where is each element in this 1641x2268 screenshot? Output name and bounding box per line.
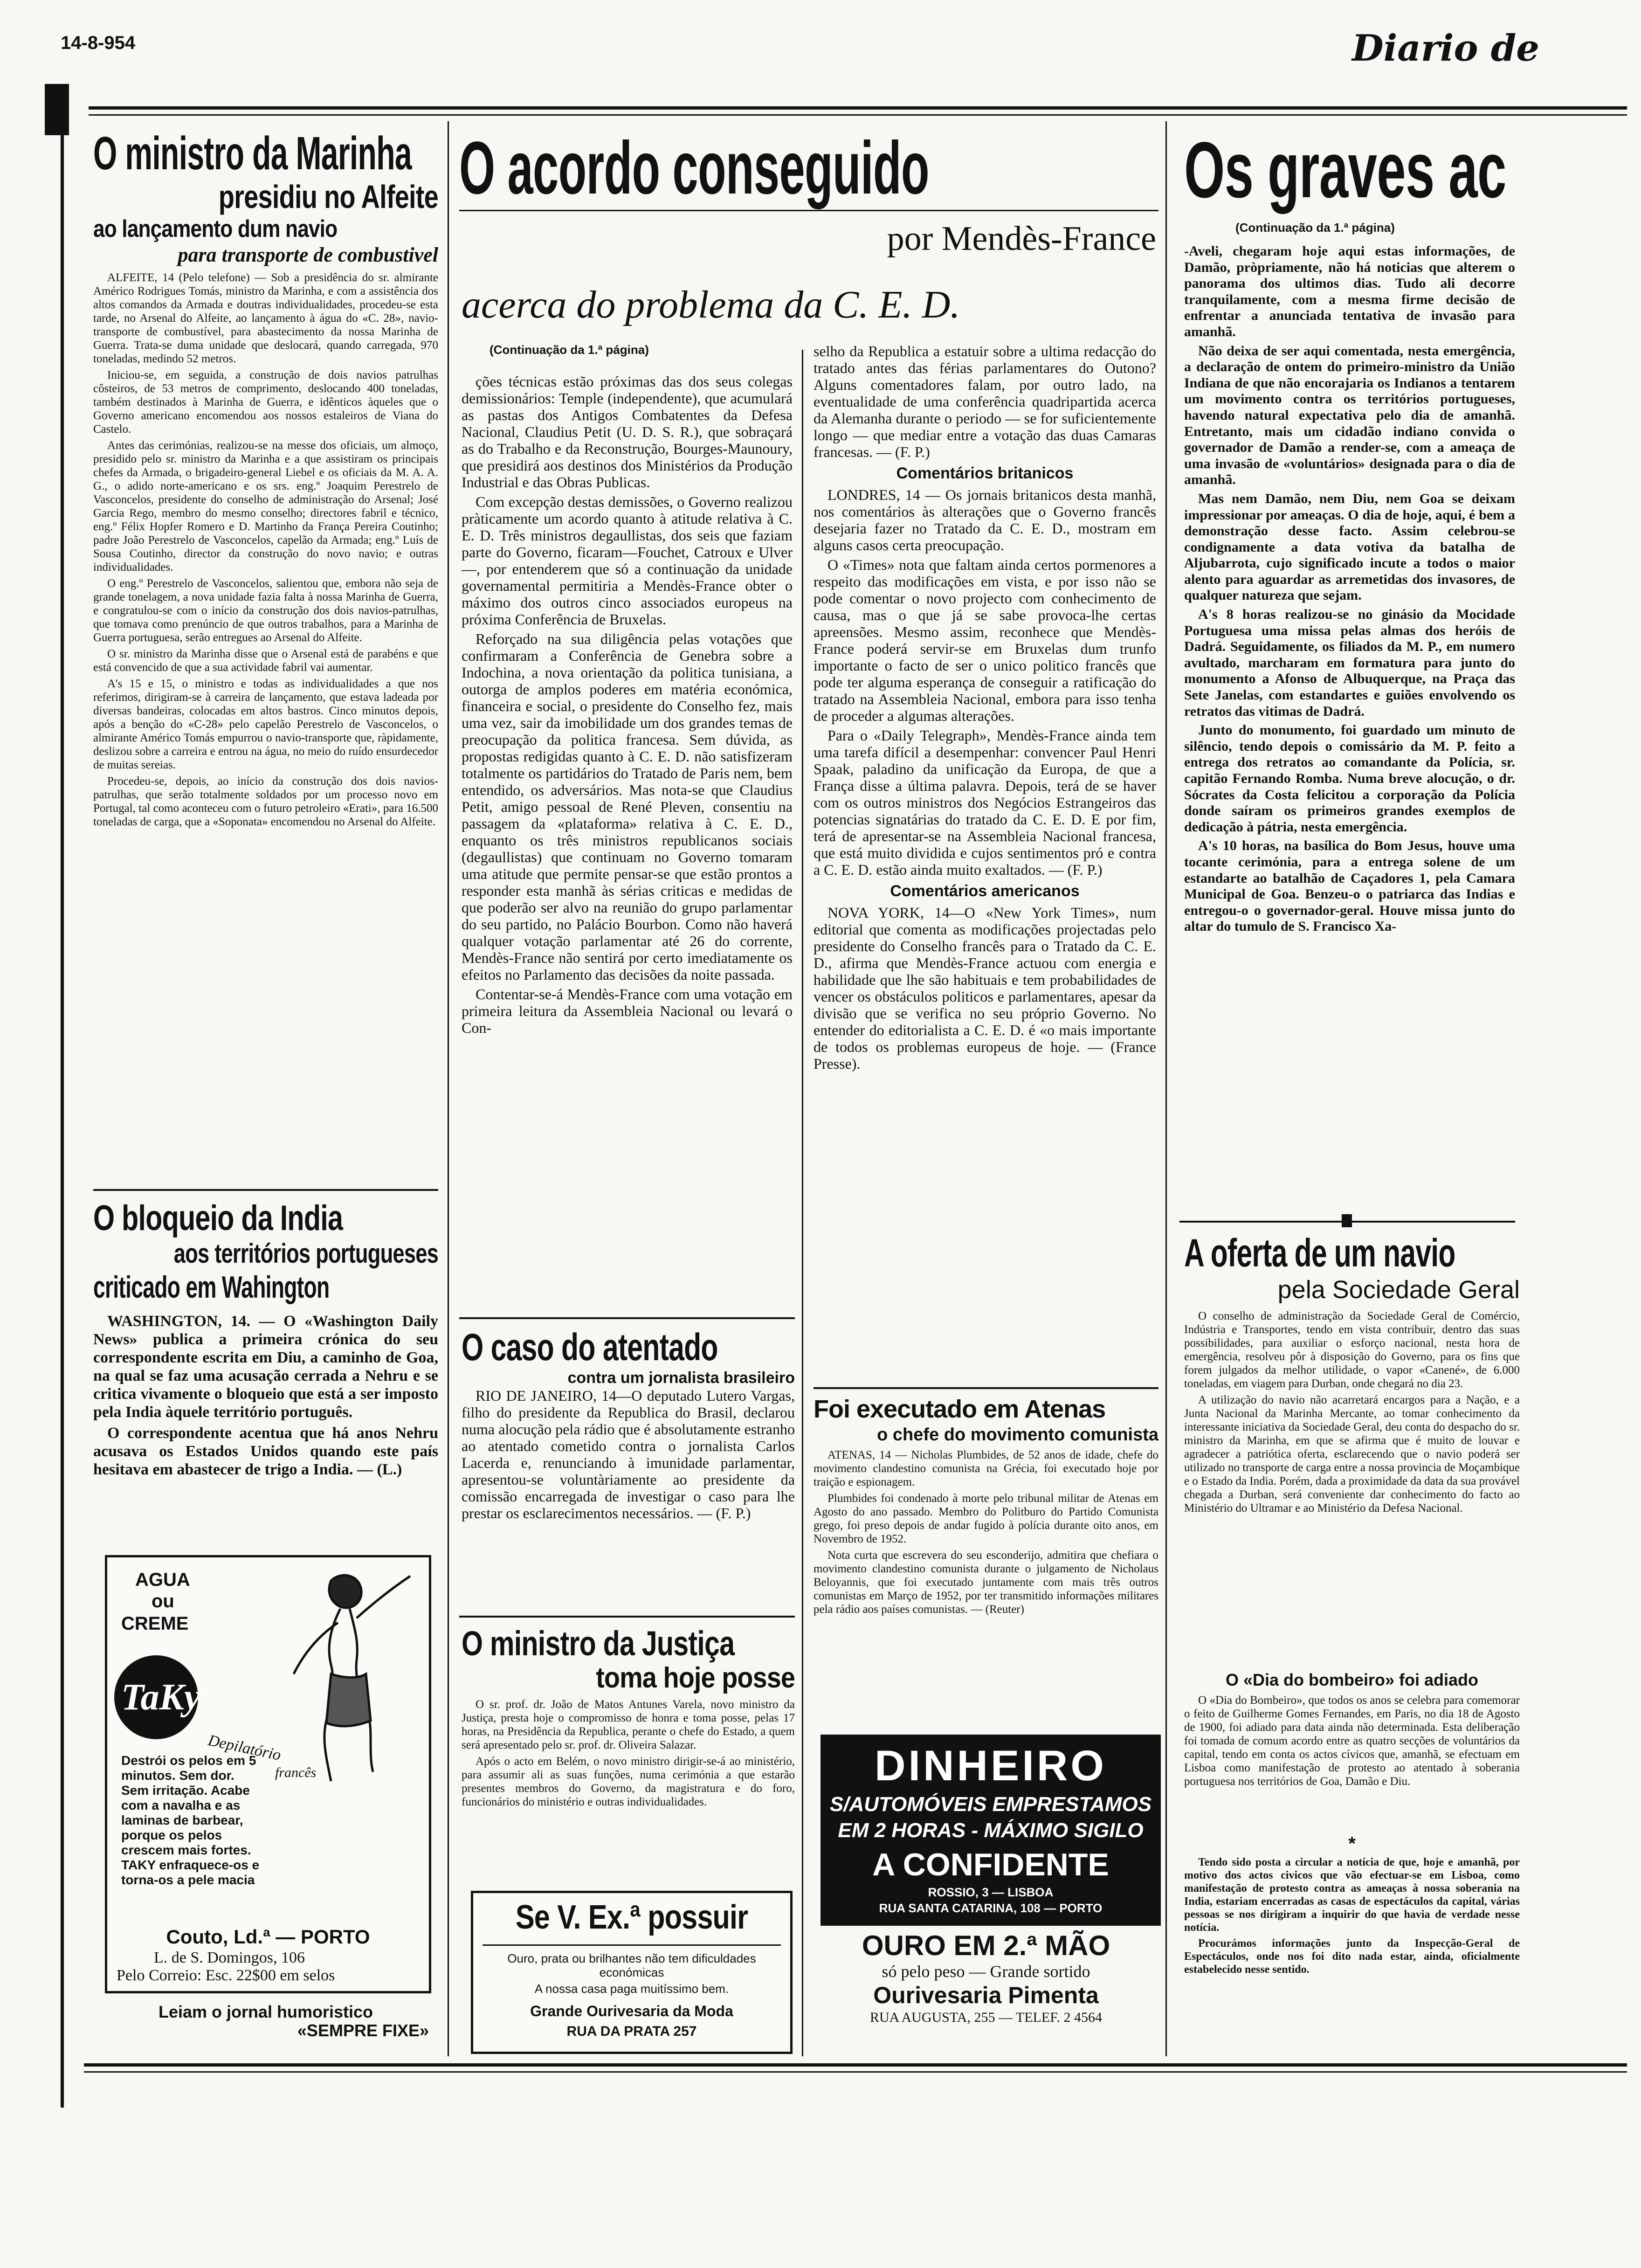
paragraph: LONDRES, 14 — Os jornais britanicos desta manhã, nos comentários às alterações que o Governo francês desejaria fazer no Tratado da C. E. D., mostram em alguns casos certa preocupação.: [814, 486, 1156, 553]
paragraph: O correspondente acentua que há anos Nehru acusava os Estados Unidos quando este país hesitava em abastecer de trigo a India. — (L.): [93, 1424, 438, 1478]
taky-line2: ou: [152, 1591, 174, 1611]
marinha-article: [93, 128, 438, 1173]
woman-illustration: [261, 1567, 424, 1828]
pimenta-ad: [814, 1930, 1158, 2026]
masthead: Diario de: [1352, 27, 1539, 69]
paragraph: O conselho de administração da Sociedade Geral de Comércio, Indústria e Transportes, tendo em vista contribuir, dentro das suas possibilidades, para auxiliar o esforço nacional, nesta hora de emergência, resolveu pôr à disposição do Governo, para os fins que forem julgados da melhor utilidade, o vapor «Canené», de 6.000 toneladas, em viagem para Durban, onde chegará no dia 23.: [1184, 1310, 1520, 1390]
taky-address: L. de S. Domingos, 106: [154, 1949, 305, 1966]
taky-line3: CREME: [121, 1613, 189, 1634]
paragraph: O sr. ministro da Marinha disse que o Arsenal está de parabéns e que está convencido de que a sua actividade fabril vai aumentar.: [93, 648, 438, 674]
moda-copy: Ouro, prata ou brilhantes não tem dificuldades económicas: [507, 1951, 756, 1979]
justica-subtitle: toma hoje posse: [596, 1662, 795, 1694]
atenas-subtitle: o chefe do movimento comunista: [877, 1425, 1158, 1445]
paragraph: -Aveli, chegaram hoje aqui estas informações, de Damão, pròpriamente, não há noticias que alterem o panorama dos ultimos dias. Tudo ali decorre tranquilamente, com a mesma firme decisão de enfrentar a anunciada tentativa de invasão para amanhã.: [1184, 243, 1515, 339]
graves-body: [1184, 243, 1515, 1188]
atentado-body: [462, 1387, 795, 1602]
taky-ad: [105, 1555, 431, 1993]
moda-address: RUA DA PRATA 257: [566, 2024, 697, 2039]
acordo-rule: [459, 210, 1158, 211]
atentado-article: [462, 1327, 795, 1602]
paragraph: selho da Republica a estatuir sobre a ultima redacção do tratado antes das férias parlamentares do Outono? Alguns comentadores falam, por outro lado, na eventualidade de uma conferência quadripartida acerca da Alemanha durante o periodo — se for suficientemente longo — que mediar entre a votação das duas Camaras francesas. — (F. P.): [814, 343, 1156, 460]
ourivesaria-moda-ad: [471, 1891, 793, 2054]
taky-line1: AGUA: [135, 1570, 190, 1590]
acordo-continuation: (Continuação da 1.ª página): [490, 343, 649, 357]
paragraph: Antes das cerimónias, realizou-se na messe dos oficiais, um almoço, presidido pelo sr. ministro da Marinha e a que assistiram os principais chefes da Armada, o brigadeiro-general Liebel e os oficiais da M. A. A. G., o adido norte-americano e os srs. eng.º Joaquim Perestrelo de Vasconcelos, presidente do conselho de administração do Arsenal; José Garcia Rego, membro do mesmo conselho; directores fabril e técnico, eng.º Félix Hopfer Romero e D. Martinho da França Pereira Coutinho; padre João Perestrelo de Vasconcelos, capelão da Armada; eng.º Luís de Sousa Coutinho, director da construção do novo navio; e outras individualidades.: [93, 439, 438, 574]
pimenta-title: OURO EM 2.ª MÃO: [862, 1930, 1110, 1961]
paragraph: ATENAS, 14 — Nicholas Plumbides, de 52 anos de idade, chefe do movimento clandestino comunista na Grécia, foi executado hoje por traição e espionagem.: [814, 1449, 1158, 1488]
page-date: 14-8-954: [61, 33, 136, 53]
americanos-title: Comentários americanos: [890, 882, 1080, 900]
justica-title: O ministro da Justiça: [462, 1624, 735, 1663]
paragraph: A's 8 horas realizou-se no ginásio da Mocidade Portuguesa uma missa pelas almas dos heróis de Dadrá. Seguidamente, os filiados da M. P., em numero avultado, marcharam em formatura para junto do monumento a Afonso de Albuquerque, na Praça das Sete Janelas, com estandartes e guiões envolvendo os retratos das vitimas de Dadrá.: [1184, 607, 1515, 719]
taky-mail: Pelo Correio: Esc. 22$00 em selos: [117, 1967, 335, 1984]
acordo-subtitle: por Mendès-France: [887, 220, 1156, 258]
paragraph: A's 10 horas, na basílica do Bom Jesus, houve uma tocante cerimónia, para a entrega solene de um estandarte ao batalhão de Caçadores 1, pela Camara Municipal de Goa. Benzeu-o o patriarca das Indias e entregou-o o governador-geral. Houve missa junto do altar do tumulo de S. Francisco Xa-: [1184, 838, 1515, 934]
moda-name: Grande Ourivesaria da Moda: [530, 2003, 733, 2019]
moda-copy-2: A nossa casa paga muitíssimo bem.: [534, 1982, 729, 1996]
taky-copy: Destrói os pelos em 5 minutos. Sem dor. Sem irritação. Acabe com a navalha e as laminas de barbear, porque os pelos crescem mais fortes. TAKY enfraquece-os e torna-os a pele macia: [121, 1753, 260, 1887]
paragraph: O sr. prof. dr. João de Matos Antunes Varela, novo ministro da Justiça, presta hoje o compromisso de honra e toma posse, pelas 17 horas, na Presidência da Republica, perante o chefe do Estado, a quem será apresentado pelo sr. prof. dr. Oliveira Salazar.: [462, 1698, 795, 1751]
top-rule: [89, 106, 1627, 110]
confidente-address-1: ROSSIO, 3 — LISBOA: [928, 1885, 1054, 1899]
top-rule-thin: [89, 114, 1627, 116]
divider-ornament: [1342, 1214, 1352, 1227]
paragraph: O «Dia do Bombeiro», que todos os anos se celebra para comemorar o feito de Guilherme Gomes Fernandes, em Paris, no dia 18 de Agosto de 1900, foi adiado para data ainda não determinada. Esta deliberação foi tomada de comum acordo entre as quatro secções de voluntários da capital, tendo em conta os actos cívicos que, amanhã, se efectuam em Lisboa como manifestação de protesto ao atentado à soberania portuguesa nos territórios de Goa, Damão e Diu.: [1184, 1694, 1520, 1788]
acordo-article: [459, 128, 1158, 207]
confidente-line2: S/AUTOMÓVEIS EMPRESTAMOS: [829, 1793, 1152, 1816]
graves-article: [1184, 128, 1627, 1188]
india-subtitle: aos territórios portugueses: [173, 1238, 438, 1269]
bottom-rule: [84, 2063, 1627, 2067]
marinha-kicker-2: para transporte de combustivel: [178, 243, 438, 266]
navio-article: [1184, 1231, 1520, 1633]
graves-continuation: (Continuação da 1.ª página): [1235, 221, 1395, 235]
paragraph: A utilização do navio não acarretará encargos para a Nação, e a Junta Nacional da Marinha Mercante, ao tomar conhecimento da interessante iniciativa da Sociedade Geral, deu conta do despacho do sr. ministro da Marinha, em que se afirma que é muito de louvar e agradecer a patriótica oferta, esclarecendo que o navio poderá ser utilizado no transporte de carga entre a nossa provincia de Moçambique e o Estado da India. Porém, dada a proximidade da data da sua provável chegada a Durban, será conveniente dar conhecimento do facto ao Ministério do Ultramar e ao Ministério da Defesa Nacional.: [1184, 1394, 1520, 1514]
taky-seller: Couto, Ld.ª — PORTO: [166, 1926, 370, 1948]
bombeiro-body: [1184, 1694, 1520, 1833]
divider: [814, 1387, 1158, 1389]
paragraph: Plumbides foi condenado à morte pelo tribunal militar de Atenas em Agosto do ano passado. Membro do Politburo do Partido Comunista grego, foi preso depois de andar fugido à polícia durante oito anos, em Novembro de 1952.: [814, 1492, 1158, 1545]
marinha-subtitle: presidiu no Alfeite: [218, 179, 438, 215]
navio-title: A oferta de um navio: [1184, 1231, 1455, 1275]
paragraph: Mas nem Damão, nem Diu, nem Goa se deixam impressionar por ameaças. O dia de hoje, aqui, é bem a demonstração desse facto. Assim celebrou-se condignamente a data votiva da batalha de Aljubarrota, cujo significado incute a todos o maior alento para aguardar as arremetidas dos invasores, de qualquer natureza que sejam.: [1184, 491, 1515, 603]
divider: [459, 1616, 795, 1618]
atenas-title: Foi executado em Atenas: [814, 1395, 1106, 1423]
left-border: [61, 135, 64, 2108]
paragraph: Iniciou-se, em seguida, a construção de dois navios patrulhas côsteiros, de 53 metros de comprimento, deslocando 400 toneladas, também destinados à Marinha de Guerra, e idênticos àqueles que o Governo americano encomendou aos nossos estaleiros de Viana do Castelo.: [93, 369, 438, 436]
confidente-name: A CONFIDENTE: [872, 1847, 1109, 1882]
paragraph: Contentar-se-á Mendès-France com uma votação em primeira leitura da Assembleia Nacional ou levará o Con-: [462, 986, 793, 1036]
britanicos-title: Comentários britanicos: [896, 464, 1074, 482]
sempre-fixe-line1: Leiam o jornal humoristico: [158, 2002, 373, 2021]
confidente-title: DINHEIRO: [875, 1742, 1107, 1790]
paragraph: Reforçado na sua diligência pelas votações que confirmaram a Conferência de Genebra sobre a Indochina, a nova orientação da politica tunisiana, a outorga de amplos poderes em matéria económica, financeira e social, o presidente do Conselho fez, mais uma vez, sair da imobilidade um dos grandes temas de preocupação da politica francesa. Sem dúvida, as propostas redigidas quanto à C. E. D. não satisfizeram totalmente os partidários do Tratado de Paris nem, bem entendido, os adversários. Mas nota-se que Claudius Petit, amigo pessoal de René Pleven, consentiu na passagem da «plataforma» relativa à C. E. D., enquanto os três ministros republicanos sociais (degaullistas) que continuam no Governo tomaram uma atitude que permite pensar-se que estão prontos a responder esta manhã às sérias criticas e medidas de que poderão ser alvo na reunião do grupo parlamentar do seu partido, no Palácio Bourbon. Como não haverá qualquer votação parlamentar até 26 do corrente, Mendès-France não sentirá por certo imediatamente os efeitos no Parlamento das decisões da noite passada.: [462, 630, 793, 983]
column-rule-1: [448, 121, 449, 2056]
paragraph: A's 15 e 15, o ministro e todas as individualidades a que nos referimos, dirigiram-se à carreira de lançamento, que estava ladeada por diversas bandeiras, colocadas em altos bastros. Cinco minutos depois, após a benção do «C-28» pelo capelão Perestrelo de Vasconcelos, o almirante Américo Tomás empurrou o navio-transporte que, ràpidamente, deslizou sobre a carreira e entrou na água, no meio do ruído ensurdecedor de muitas sereias.: [93, 678, 438, 771]
navio-body: [1184, 1309, 1520, 1633]
star-divider: *: [1348, 1833, 1356, 1854]
paragraph: Procurámos informações junto da Inspecção-Geral de Espectáculos, onde nos foi dito nada estar, ainda, oficialmente estabelecido nesse sentido.: [1184, 1937, 1520, 1976]
confidente-address-2: RUA SANTA CATARINA, 108 — PORTO: [879, 1901, 1103, 1915]
paragraph: ções técnicas estão próximas das dos seus colegas demissionários: Temple (independente), que acumulará as pastas dos Antigos Combatentes da Defesa Nacional, Claudius Petit (U. D. S. R.), que sobraçará as do Trabalho e da Reconstrução, Bourges-Maunoury, que presidirá aos destinos dos Ministérios da Produção Industrial e das Obras Publicas.: [462, 373, 793, 491]
navio-subtitle: pela Sociedade Geral: [1277, 1276, 1520, 1304]
confidente-ad: [820, 1735, 1161, 1926]
pimenta-line2: só pelo peso — Grande sortido: [882, 1962, 1090, 1981]
confidente-line3: EM 2 HORAS - MÁXIMO SIGILO: [838, 1819, 1144, 1842]
acordo-body-col2: [462, 373, 793, 1308]
atenas-article: [814, 1394, 1158, 1709]
paragraph: Com excepção destas demissões, o Governo realizou pràticamente um acordo quanto à atitude relativa à C. E. D. Três ministros degaullistas, dos seis que faziam parte do Governo, ficaram—Fouchet, Catroux e Ulver—, por entenderem que só a continuação da unidade governamental permitiria a Mendès-France obter o máximo dos outros cinco associados europeus na próxima Conferência de Bruxelas.: [462, 493, 793, 628]
pimenta-name: Ourivesaria Pimenta: [873, 1982, 1099, 2008]
moda-title: Se V. Ex.ª possuir: [515, 1899, 748, 1936]
paragraph: O «Times» nota que faltam ainda certos pormenores a respeito das modificações em vista, e por isso não se pode comentar o novo projecto com conhecimento de causa, mas o que já se sabe provoca-lhe certas apreensões. Mesmo assim, reconhece que Mendès-France poderá servir-se em Bruxelas dum trunfo importante o facto de ser o unico politico francês que pode ter alguma esperança de conseguir a ratificação do tratado na Assembleia Nacional, embora para isso tenha de proceder a algumas alterações.: [814, 556, 1156, 724]
paragraph: Junto do monumento, foi guardado um minuto de silêncio, tendo depois o comissário da M. P. feito a entrega dos retratos ao comandante da Polícia, sr. capitão Fernando Romba. Numa breve alocução, o dr. Sócrates da Costa felicitou a corporação da Polícia donde saíram os primeiros grandes exemplos de dedicação à pátria, nesta emergência.: [1184, 722, 1515, 835]
bombeiro-article: [1184, 1669, 1520, 2028]
india-article: [93, 1198, 438, 1513]
marinha-body: [93, 271, 438, 1173]
corner-block: [45, 84, 69, 135]
paragraph: Não deixa de ser aqui comentada, nesta emergência, a declaração de ontem do primeiro-ministro da União Indiana de que não encorajaria os Indianos a tentarem um movimento contra os territórios portugueses, havendo natural expectativa pelo dia de amanhã. Entretanto, mais um cidadão indiano convida o governador de Damão a render-se, com a ameaça de uma invasão de «voluntários» designada para o dia de amanhã.: [1184, 343, 1515, 488]
paragraph: Procedeu-se, depois, ao início da construção dos dois navios-patrulhas, que serão totalmente soldados por um processo novo em Portugal, tal como aconteceu com o futuro petroleiro «Erati», para 16.500 toneladas de carga, que a «Soponata» encomendou no Arsenal do Alfeite.: [93, 775, 438, 828]
taky-frances: francês: [275, 1765, 317, 1780]
taky-depilatorio: Depilatório: [206, 1731, 283, 1764]
divider: [459, 1317, 795, 1319]
column-rule-2: [802, 350, 803, 2056]
justica-article: [462, 1625, 795, 1833]
divider: [483, 1944, 781, 1946]
bombeiro-title: O «Dia do bombeiro» foi adiado: [1225, 1670, 1479, 1689]
india-body: [93, 1312, 438, 1513]
acordo-title: O acordo conseguido: [459, 126, 929, 209]
marinha-kicker-1: ao lançamento dum navio: [93, 215, 338, 242]
justica-body: [462, 1698, 795, 1833]
atentado-title: O caso do atentado: [462, 1326, 718, 1369]
graves-title: Os graves ac: [1184, 126, 1506, 214]
india-title: O bloqueio da India: [93, 1198, 343, 1238]
taky-brand: TaKy: [121, 1677, 201, 1718]
paragraph: NOVA YORK, 14—O «New York Times», num editorial que comenta as modificações projectadas pelo presidente do Conselho francês para o Tratado da C. E. D., afirma que Mendès-France actuou com energia e habilidade que lhe são habituais e tem probabilidades de vencer os obstáculos politicos e parlamentares, apesar da divisão que se verifica no seu próprio Governo. No entender do editorialista a C. E. D. é «o mais importante de todos os problemas europeus de hoje. — (France Presse).: [814, 904, 1156, 1072]
divider: [93, 1189, 438, 1191]
atenas-body: [814, 1448, 1158, 1709]
india-kicker: criticado em Wahington: [93, 1270, 330, 1304]
paragraph: RIO DE JANEIRO, 14—O deputado Lutero Vargas, filho do presidente da Republica do Brasil, declarou numa alocução pela rádio que é absolutamente estranho ao atentado cometido contra o jornalista Carlos Lacerda e, renunciando à imunidade parlamentar, apresentou-se voluntàriamente ao presidente da comissão encarregada de investigar o caso para lhe prestar os esclarecimentos necessários. — (F. P.): [462, 1387, 795, 1521]
paragraph: Nota curta que escrevera do seu esconderijo, admitira que chefiara o movimento clandestino comunista durante o julgamento de Nicholaus Beloyannis, que foi executado juntamente com mais três outros comunistas em Março de 1952, por ter transmitido informações militares pela rádio aos países comunistas. — (Reuter): [814, 1549, 1158, 1616]
paragraph: Tendo sido posta a circular a notícia de que, hoje e amanhã, por motivo dos actos civicos que vão efectuar-se em Lisboa, como manifestação de protesto contra as ameaças à nossa soberania na India, estariam encerradas as casas de espectáculos da capital, várias pessoas se nos dirigiram a inquirir do que havia de verdade nesse notícia.: [1184, 1856, 1520, 1934]
sempre-fixe-line2: «SEMPRE FIXE»: [297, 2021, 429, 2040]
paragraph: Após o acto em Belém, o novo ministro dirigir-se-á ao ministério, para assumir ali as suas funções, numa cerimónia a que estarão presentes membros do Governo, da magistratura e do foro, funcionários do ministério e outras individualidades.: [462, 1755, 795, 1808]
marinha-title: O ministro da Marinha: [93, 127, 412, 180]
paragraph: WASHINGTON, 14. — O «Washington Daily News» publica a primeira crónica do seu correspondente escrita em Diu, a caminho de Goa, na qual se faz uma acusação cerrada a Nehru e se critica vivamente o bloqueio que está a ser imposto pela India àquele território português.: [93, 1313, 438, 1421]
acordo-body-col3: [814, 343, 1156, 1378]
column-rule-3: [1165, 121, 1167, 2056]
paragraph: ALFEITE, 14 (Pelo telefone) — Sob a presidência do sr. almirante Américo Rodrigues Tomás, ministro da Marinha, e com a assistência dos altos comandos da Armada e doutras individualidades, procedeu-se esta tarde, no Arsenal do Alfeite, ao lançamento à água do «C. 28», navio-transporte de combustível, para abastecimento da nossa Marinha de Guerra. Trata-se duma unidade que deslocará, quando carregada, 970 toneladas, medindo 52 metros.: [93, 271, 438, 365]
atentado-subtitle: contra um jornalista brasileiro: [567, 1369, 795, 1387]
sempre-fixe-notice: [93, 2003, 438, 2040]
paragraph: Para o «Daily Telegraph», Mendès-France ainda tem uma tarefa difícil a desempenhar: convencer Paul Henri Spaak, paladino da unificação da Europa, de que a França disse a última palavra. Depois, terá de se haver com os outros ministros dos Negócios Estrangeiros das potencias signatárias do tratado da C. E. D. E por fim, terá de apresentar-se na Assembleia Nacional francesa, que está muito dividida e cujos sentimentos pró e contra a C. E. D. estão ainda muito exaltados. — (F. P.): [814, 727, 1156, 878]
paragraph: O eng.º Perestrelo de Vasconcelos, salientou que, embora não seja de grande tonelagem, a nova unidade fazia falta à nossa Marinha de Guerra, e congratulou-se com o início da construção dos dois navios-patrulhas, que tomava como prenúncio de que outros trabalhos, para a Marinha de Guerra portuguesa, serão entregues ao Arsenal do Alfeite.: [93, 577, 438, 644]
bombeiro-notice: [1184, 1856, 1520, 2028]
acordo-kicker: acerca do problema da C. E. D.: [462, 283, 960, 326]
pimenta-address: RUA AUGUSTA, 255 — TELEF. 2 4564: [869, 2010, 1102, 2025]
bottom-rule-thin: [84, 2071, 1627, 2073]
